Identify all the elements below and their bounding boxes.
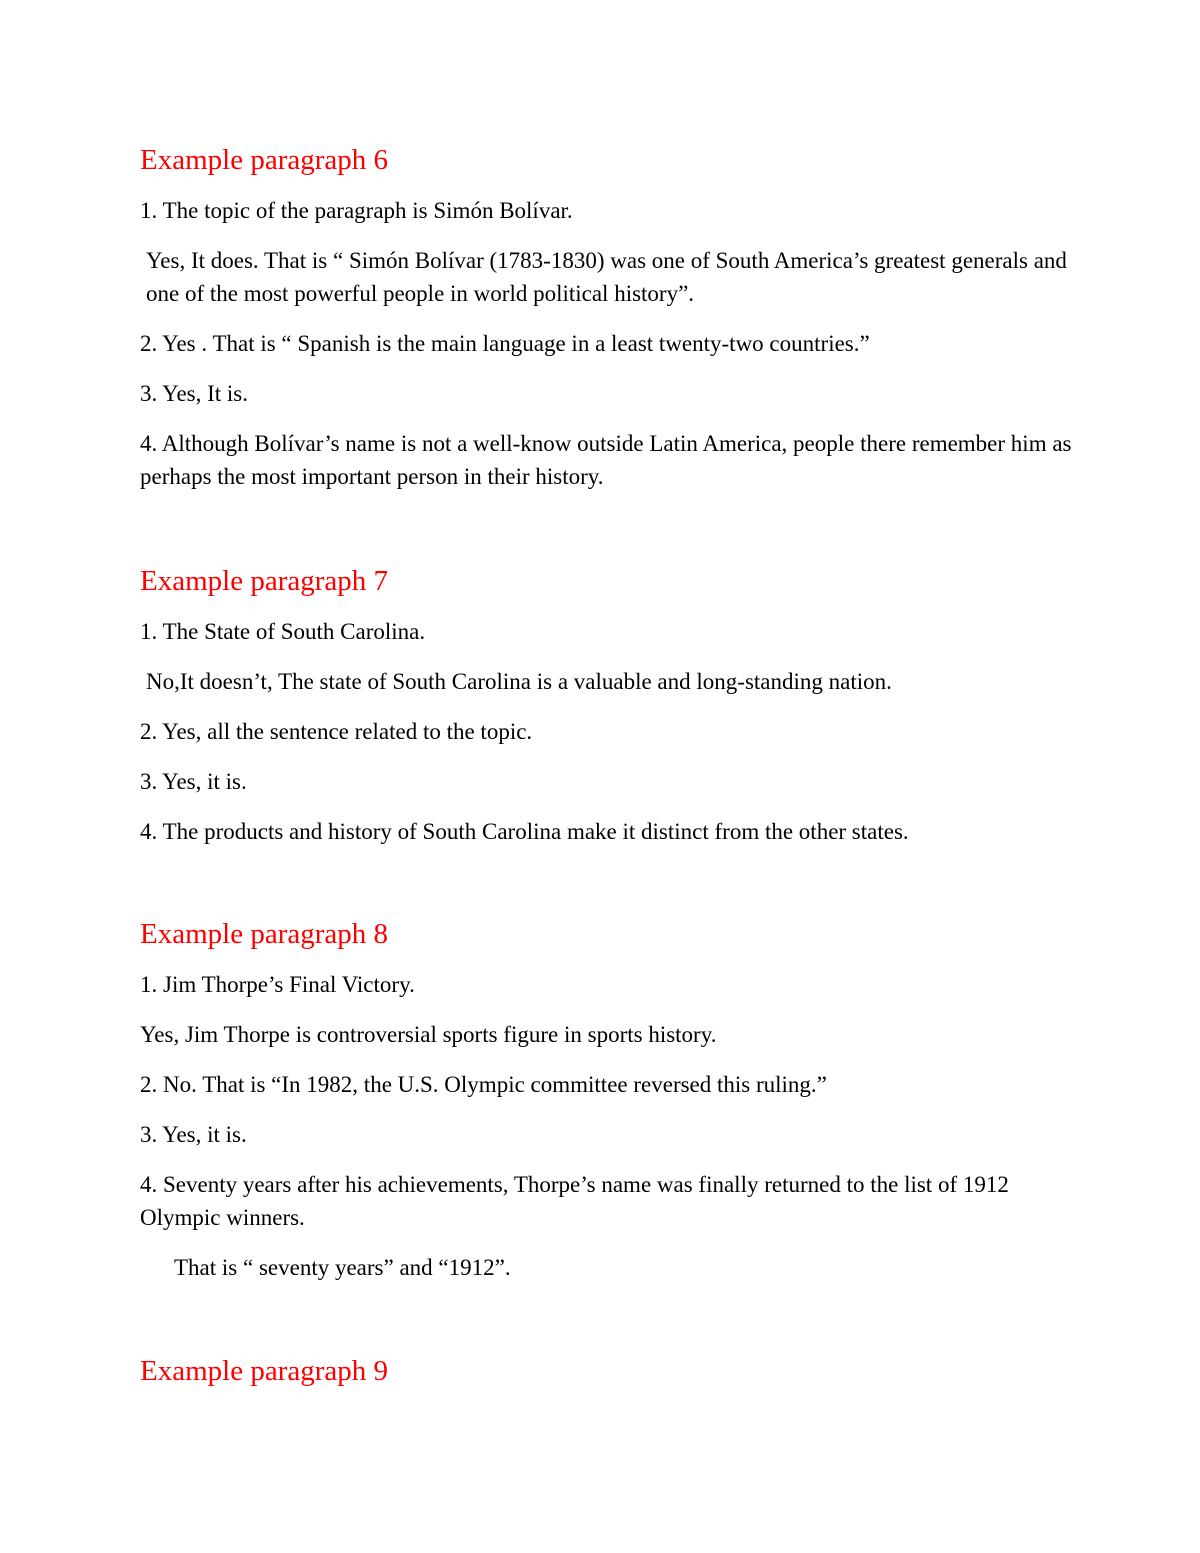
answer-line: 3. Yes, it is. bbox=[140, 769, 247, 794]
answer-line: 4. Seventy years after his achievements, Thorpe’s name was finally returned to the list of 1912 Olympic winners. bbox=[140, 1172, 1009, 1230]
answer-line: 2. Yes . That is “ Spanish is the main language in a least twenty-two countries.” bbox=[140, 331, 870, 356]
section-paragraph-9 bbox=[140, 1354, 1080, 1405]
answer-line: 1. Jim Thorpe’s Final Victory. bbox=[140, 972, 415, 997]
answer-line: 3. Yes, It is. bbox=[140, 381, 249, 406]
answer-line: 3. Yes, it is. bbox=[140, 1122, 247, 1147]
section-heading: Example paragraph 9 bbox=[140, 1355, 389, 1387]
answer-line: No,It doesn’t, The state of South Carolina is a valuable and long-standing nation. bbox=[146, 669, 892, 694]
answer-line: 4. The products and history of South Carolina make it distinct from the other states. bbox=[140, 819, 909, 844]
answer-line: Yes, Jim Thorpe is controversial sports figure in sports history. bbox=[140, 1022, 717, 1047]
section-heading: Example paragraph 7 bbox=[140, 565, 389, 597]
section-paragraph-7 bbox=[140, 564, 1080, 865]
answer-line: Yes, It does. That is “ Simón Bolívar (1783-1830) was one of South America’s greatest generals and one of the most powerful people in world political history”. bbox=[146, 248, 1067, 306]
answer-line: That is “ seventy years” and “1912”. bbox=[174, 1255, 511, 1280]
answer-line: 2. No. That is “In 1982, the U.S. Olympic committee reversed this ruling.” bbox=[140, 1072, 827, 1097]
answer-line: 4. Although Bolívar’s name is not a well-know outside Latin America, people there remember him as perhaps the most important person in their history. bbox=[140, 431, 1072, 489]
answer-line: 1. The topic of the paragraph is Simón Bolívar. bbox=[140, 198, 573, 223]
section-heading: Example paragraph 6 bbox=[140, 144, 389, 176]
section-paragraph-8 bbox=[140, 917, 1080, 1301]
answer-line: 1. The State of South Carolina. bbox=[140, 619, 426, 644]
answer-line: 2. Yes, all the sentence related to the topic. bbox=[140, 719, 533, 744]
section-paragraph-6 bbox=[140, 143, 1080, 510]
section-heading: Example paragraph 8 bbox=[140, 918, 389, 950]
